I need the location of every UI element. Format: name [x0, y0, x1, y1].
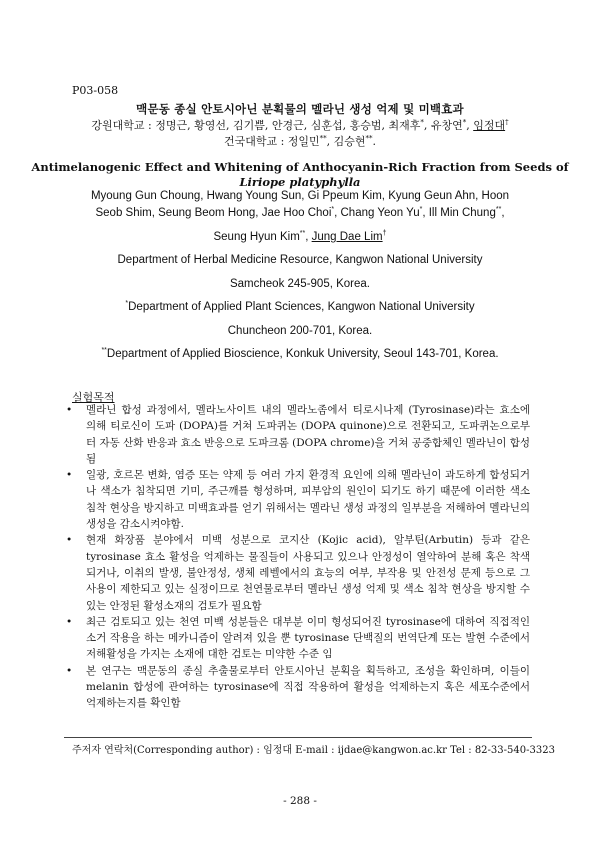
affiliation-2-line-2: Chuncheon 200-701, Korea.: [227, 325, 373, 337]
bullet-icon: •: [66, 404, 73, 416]
superscript: †: [382, 230, 387, 237]
superscript: *: [331, 206, 335, 213]
superscript: **: [365, 134, 373, 143]
footer-divider: [64, 737, 532, 738]
author-text: Seung Hyun Kim: [213, 230, 300, 243]
english-title: Antimelanogenic Effect and Whitening of Anthocyanin-Rich Fraction from Seeds of: [31, 160, 569, 174]
korean-affiliation-2-text-c: .: [372, 135, 377, 148]
author-text: , Chang Yeon Yu: [334, 206, 420, 219]
korean-affiliation-2-text: 건국대학교 : 정일민: [223, 135, 320, 148]
corresponding-author-contact: 주저자 연락처(Corresponding author) : 임정대 E-mail : ijdae@kangwon.ac.kr Tel : 82-33-540-3323: [72, 745, 555, 756]
author-text: Seob Shim, Seung Beom Hong, Jae Hoo Choi: [95, 206, 332, 219]
korean-corresponding-author: 임정대: [473, 119, 506, 132]
superscript: **: [495, 206, 502, 213]
korean-affiliation-1-text-b: , 유창연: [423, 119, 463, 132]
affiliation-1-line-2: Samcheok 245-905, Korea.: [229, 278, 370, 290]
bullet-icon: •: [66, 615, 73, 628]
affiliation-3-text: Department of Applied Bioscience, Konkuk University, Seoul 143-701, Korea.: [106, 347, 499, 360]
korean-affiliation-1-text: 강원대학교 : 정명근, 황영선, 김기쁨, 안경근, 심훈섭, 홍승범, 최재후: [91, 119, 421, 132]
list-item: [64, 532, 530, 613]
superscript: *: [419, 206, 423, 213]
abstract-code: P03-058: [72, 84, 119, 97]
korean-affiliation-1-text-c: ,: [466, 119, 474, 132]
korean-affiliation-2-text-b: , 김승현: [326, 135, 366, 148]
author-text: , Ill Min Chung: [422, 206, 496, 219]
superscript: **: [319, 134, 327, 143]
list-item: [64, 467, 530, 532]
bullet-text: 현재 화장품 분야에서 미백 성분으로 코지산 (Kojic acid), 알부틴(Arbutin) 등과 같은 tyrosinase 효소 활성을 억제하는 물질들이 사용되고 있으나 안정성이 열악하여 분해 혹은 착색되거나, 이취의 발생, 불안정성, 생체 레벨에서의 효능의 여부, 부작용 및 안전성 문제 등으로 그 사용이 제한되고 있는 실정이므로 천연물로부터 멜라닌 생성 억제 및 색소 침착 현상을 방지할 수 있는 안정된 활성소재의 검토가 필요함: [86, 534, 530, 612]
bullet-icon: •: [66, 534, 73, 547]
bullet-icon: •: [66, 469, 73, 482]
affiliation-2-text: Department of Applied Plant Sciences, Kangwon National University: [128, 300, 475, 313]
bullet-text: 멜라닌 합성 과정에서, 멜라노사이트 내의 멜라노좀에서 티로시나제 (Tyrosinase)라는 효소에 의해 티로신이 도파 (DOPA)를 거쳐 도파퀴논 (DOPA quinone)으로 전환되고, 도파퀴논으로부터 자동 산화 반응과 효소 반응으로 도파크롬 (DOPA chrome)을 거쳐 공중합체인 멜라닌이 합성됨: [86, 404, 530, 465]
english-title-species: Liriope platyphylla: [239, 175, 361, 189]
purpose-bullet-list: [64, 402, 530, 712]
list-item: [64, 663, 530, 712]
section-title: 실험목적: [72, 391, 115, 404]
korean-affiliation-1: [0, 117, 600, 133]
affiliation-3-line-1: [0, 347, 600, 360]
author-text: ,: [305, 230, 312, 243]
korean-title: 맥문동 종실 안토시아닌 분획물의 멜라닌 생성 억제 및 미백효과: [136, 102, 464, 116]
superscript: **: [101, 347, 107, 354]
bullet-text: 일광, 호르몬 변화, 염증 또는 약제 등 여러 가지 환경적 요인에 의해 멜라닌이 과도하게 합성되거나 색소가 침착되면 기미, 주근깨를 형성하며, 피부암의 원인이 되기도 하기 때문에 이러한 색소 침착 현상을 방지하고 미백효과를 얻기 위해서는 멜라닌 생성 과정의 일부분을 저해하여 멜라닌의 생성을 감소시켜야함.: [86, 469, 530, 531]
superscript: *: [462, 118, 467, 127]
author-list-line-2: [0, 206, 600, 219]
bullet-icon: •: [66, 664, 73, 677]
list-item: [64, 402, 530, 467]
author-list-line-3: [0, 230, 600, 243]
list-item: [64, 614, 530, 663]
affiliation-2-line-1: [0, 300, 600, 313]
affiliation-1-line-1: Department of Herbal Medicine Resource, Kangwon National University: [117, 254, 483, 266]
superscript: †: [505, 118, 509, 127]
superscript: **: [299, 230, 306, 237]
author-list-line-1: Myoung Gun Choung, Hwang Young Sun, Gi Ppeum Kim, Kyung Geun Ahn, Hoon: [90, 190, 510, 202]
korean-affiliation-2: [0, 133, 600, 149]
page-number: - 288 -: [283, 795, 317, 807]
bullet-text: 최근 검토되고 있는 천연 미백 성분들은 대부분 이미 형성되어진 tyrosinase에 대하여 직접적인 소거 작용을 하는 메카니즘이 알려져 있을 뿐 tyrosinase 단백질의 번역단계 또는 발현 수준에서 저해활성을 가지는 소재에 대한 검토는 미약한 수준 임: [86, 615, 530, 661]
bullet-text: 본 연구는 맥문동의 종실 추출물로부터 안토시아닌 분획을 획득하고, 조성을 확인하며, 이들이 melanin 합성에 관여하는 tyrosinase에 직접 작용하여 활성을 억제하는지 혹은 세포수준에서 억제하는지를 확인함: [86, 664, 530, 710]
superscript: *: [125, 300, 129, 307]
superscript: *: [420, 118, 424, 127]
author-text: ,: [501, 206, 505, 219]
english-corresponding-author: Jung Dae Lim: [311, 230, 383, 243]
